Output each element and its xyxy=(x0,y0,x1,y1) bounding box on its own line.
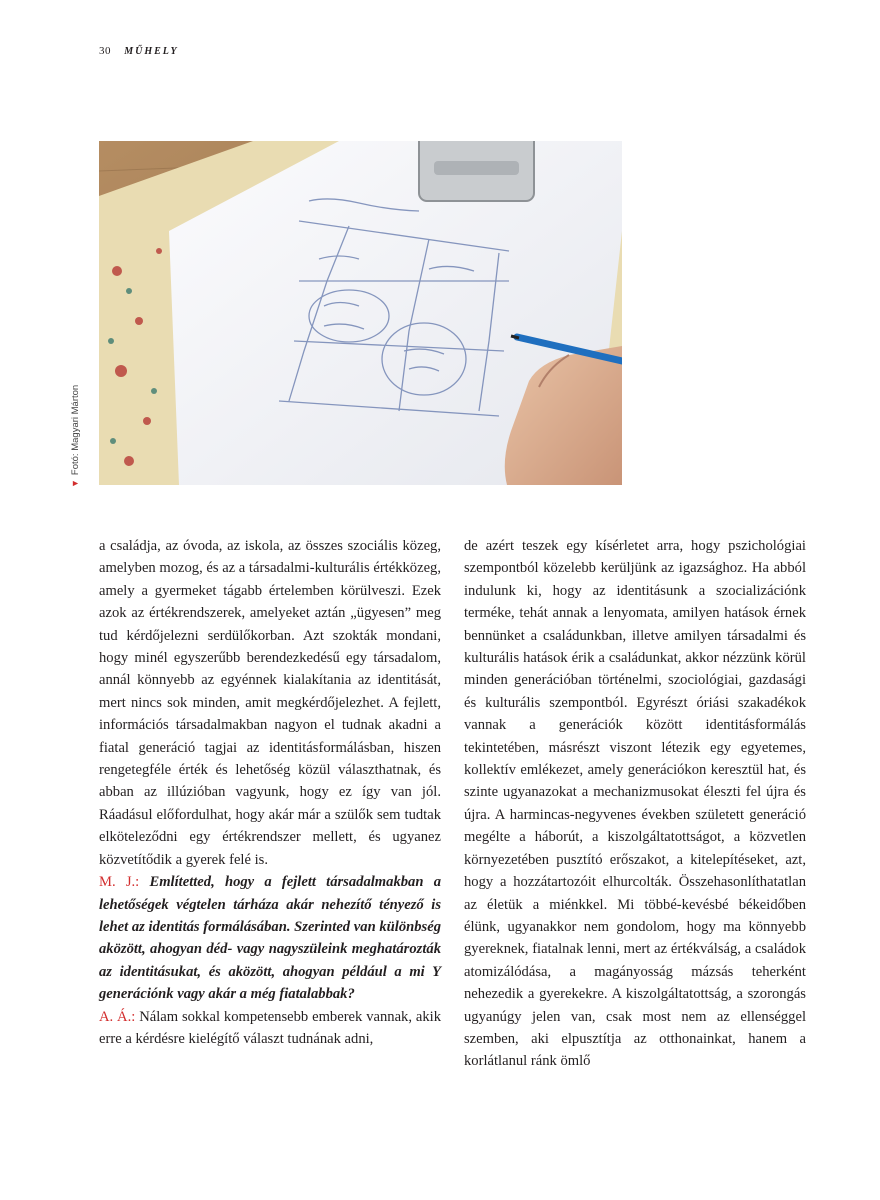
page-number: 30 xyxy=(99,45,111,57)
text-column-left xyxy=(99,535,441,1050)
paragraph: a családja, az óvoda, az iskola, az összes szociális közeg, amelyben mozog, és az a társadalmi-kulturális értékközeg, amely a gyermeket tágabb értelemben körülveszi. Ezek azok az értékrendszerek, amelyeket aztán „ügyesen” meg tud kérdőjelezni serdülőkorban. Azt szokták mondani, hogy minél egyszerűbb berendezkedésű egy társadalom, annál könnyebb az egyénnek kialakítania az identitását, mert nincs sok minden, amit megkérdőjelezhet. A fejlett, információs társadalmakban nagyon el tudnak akadni a fiatal generáció tagjai az identitásformálásban, hiszen rengetegféle érték és lehetőség közül választhatnak, és abban az illúzióban vagyunk, hogy ez így van jól. Ráadásul előfordulhat, hogy akár már a szülők sem tudtak elköteleződni egy értékrendszer mellett, és ugyanez közvetítődik a gyerek felé is. xyxy=(99,538,442,868)
section-title: MŰHELY xyxy=(124,46,179,57)
speaker-label: M. J.: xyxy=(99,874,140,891)
question-text: Említetted, hogy a fejlett társadalmakban a lehetőségek végtelen tárháza akár nehezítő tényező is lehet az identitás formálásában. Szerinted van különbség aközött, ahogyan déd- vagy nagyszüleink meghatározták az identitásukat, és aközött, ahogyan például a mi Y generációnk vagy akár a még fiatalabbak? xyxy=(99,874,441,1003)
answer-text: Nálam sokkal kompetensebb emberek vannak, akik erre a kérdésre kielégítő választ tudnának adni, xyxy=(99,1008,441,1047)
photo-credit-text: Fotó: Magyari Márton xyxy=(70,384,81,476)
photo-credit xyxy=(70,385,81,488)
interview-answer xyxy=(99,1006,441,1051)
photo-illustration xyxy=(99,141,622,485)
interview-question xyxy=(99,871,441,1005)
triangle-icon: ▼ xyxy=(70,479,80,488)
running-header xyxy=(99,45,179,57)
paragraph: de azért teszek egy kísérletet arra, hogy pszichológiai szempontból közelebb kerüljünk az igazsághoz. Ha abból indulunk ki, hogy az identitásunk a szocializációnk terméke, tehát annak a lenyomata, amilyen hatások érnek bennünket a családunkban, illetve amilyen társadalmi és kulturális hatások érik a családunkat, akkor nézzünk körül minden generációban történelmi, szociológiai, gazdasági és kulturális szempontból. Egyrészt óriási szakadékok vannak a generációk között identitásformálás tekintetében, másrészt viszont létezik egy egyetemes, kollektív emlékezet, amely generációkon keresztül hat, és szinte ugyanazokat a mechanizmusokat éleszti fel újra és újra. A harmincas-negyvenes években született generáció megélte a háborút, a kiszolgáltatottságot, a közvetlen környezetében pusztító erőszakot, a kitelepítéseket, azt, hogy a hozzátartozóit elhurcolták. Összehasonlíthatatlan az életük a miénkkel. Mi többé-kevésbé békeidőben élünk, ugyanakkor nem gondolom, hogy ma könnyebb gyereknek, fiatalnak lenni, mert az értékválság, a családok atomizálódása, a magányosság mázsás teherként nehezedik a gyerekekre. A kiszolgáltatottság, a szorongás ugyanúgy jelen van, csak most nem az ellenséggel szemben, aki elpusztítja az otthonainkat, hanem a korlátlanul ránk ömlő xyxy=(464,538,806,1070)
text-column-right xyxy=(464,535,806,1073)
speaker-label: A. Á.: xyxy=(99,1008,136,1025)
article-photo xyxy=(99,141,622,485)
